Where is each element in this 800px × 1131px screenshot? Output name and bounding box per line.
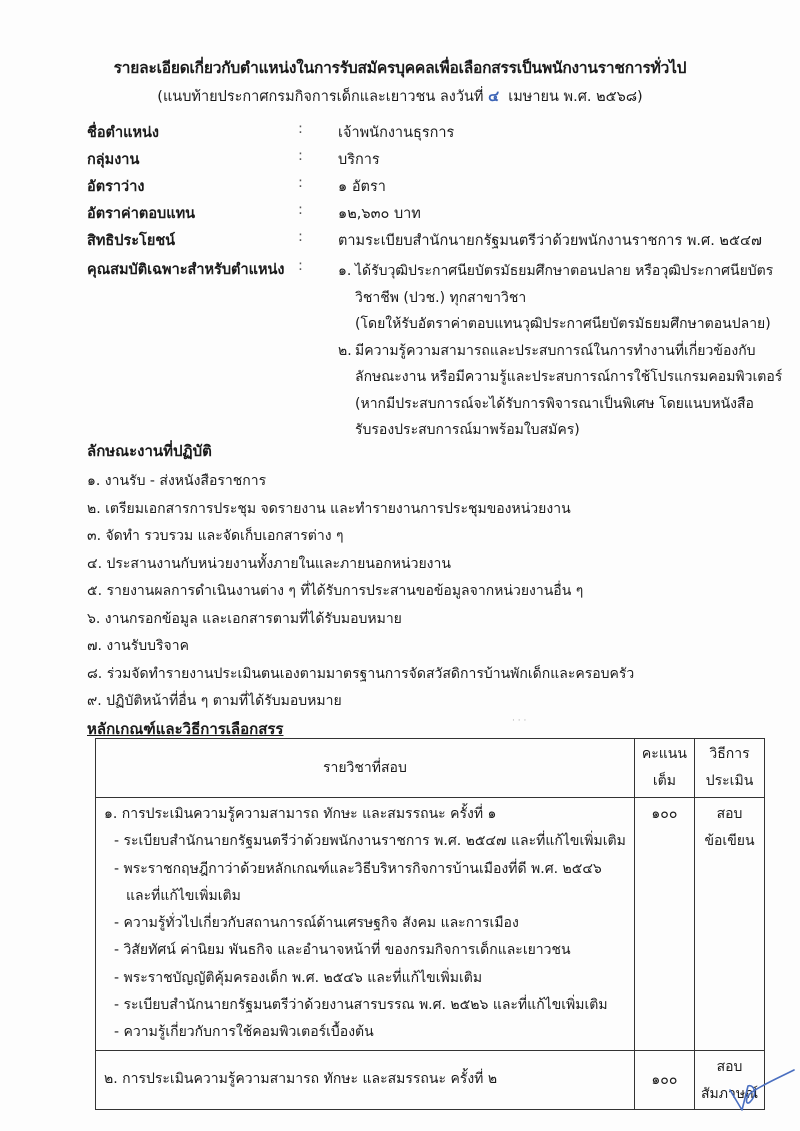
- subject-title: ๑. การประเมินความรู้ความสามารถ ทักษะ และสมรรถนะ ครั้งที่ ๑: [104, 806, 497, 822]
- info-label: สิทธิประโยชน์: [87, 233, 176, 249]
- subject-subitem: - ความรู้ทั่วไปเกี่ยวกับสถานการณ์ด้านเศรษฐกิจ สังคม และการเมือง: [114, 915, 519, 932]
- subject-subitem: และที่แก้ไขเพิ่มเติม: [126, 887, 241, 904]
- info-value: ตามระเบียบสำนักนายกรัฐมนตรีว่าด้วยพนักงานราชการ พ.ศ. ๒๕๔๗: [338, 233, 762, 249]
- method-line1: สอบ: [716, 1058, 743, 1075]
- subject-subitem: - พระราชบัญญัติคุ้มครองเด็ก พ.ศ. ๒๕๔๖ และที่แก้ไขเพิ่มเติม: [114, 969, 483, 986]
- info-colon: :: [298, 175, 303, 191]
- info-value: ๑๒,๖๓๐ บาท: [338, 206, 421, 222]
- duty-item: ๓. จัดทำ รวบรวม และจัดเก็บเอกสารต่าง ๆ: [87, 528, 344, 544]
- header-subject: รายวิชาที่สอบ: [96, 739, 635, 798]
- subject-cell: [96, 1050, 635, 1109]
- info-colon: :: [298, 258, 303, 274]
- header-method-line1: วิธีการ: [709, 746, 750, 762]
- method-line2: สัมภาษณ์: [700, 1085, 759, 1102]
- info-row-vacancies: [87, 175, 768, 198]
- exam-table: [95, 738, 765, 1110]
- info-value: ๑ อัตรา: [338, 179, 386, 195]
- header-score-line2: เต็ม: [652, 773, 676, 789]
- info-value: เจ้าพนักงานธุรการ: [338, 125, 455, 141]
- duties-list: [87, 468, 634, 716]
- duty-item: ๕. รายงานผลการดำเนินงานต่าง ๆ ที่ได้รับการประสานขอข้อมูลจากหน่วยงานอื่น ๆ: [87, 583, 584, 599]
- info-colon: :: [298, 229, 303, 245]
- info-value: บริการ: [338, 152, 380, 168]
- info-label: ชื่อตำแหน่ง: [87, 125, 160, 141]
- info-label: กลุ่มงาน: [87, 152, 140, 168]
- duty-item: ๑. งานรับ - ส่งหนังสือราชการ: [87, 473, 267, 489]
- qualification-line: ลักษณะงาน หรือมีความรู้และประสบการณ์การใช้โปรแกรมคอมพิวเตอร์: [355, 369, 783, 385]
- signature-mark: [728, 1068, 798, 1118]
- header-method: [695, 739, 765, 798]
- document-title: รายละเอียดเกี่ยวกับตำแหน่งในการรับสมัครบุคคลเพื่อเลือกสรรเป็นพนักงานราชการทั่วไป: [113, 59, 687, 77]
- info-row-job-group: [87, 148, 768, 171]
- document-subtitle: [0, 85, 800, 108]
- header-score: [634, 739, 694, 798]
- duty-item: ๘. ร่วมจัดทำรายงานประเมินตนเองตามมาตรฐานการจัดสวัสดิการบ้านพักเด็กและครอบครัว: [87, 665, 635, 682]
- info-colon: :: [298, 148, 303, 164]
- duty-item: ๖. งานกรอกข้อมูล และเอกสารตามที่ได้รับมอบหมาย: [87, 610, 402, 627]
- info-row-position-name: [87, 121, 768, 144]
- info-label: อัตราค่าตอบแทน: [87, 206, 196, 222]
- qualification-line: (โดยให้รับอัตราค่าตอบแทนวุฒิประกาศนียบัตรมัธยมศึกษาตอนปลาย): [355, 316, 771, 332]
- method-line2: ข้อเขียน: [704, 833, 755, 849]
- header-method-line2: ประเมิน: [705, 773, 754, 789]
- subject-title: ๒. การประเมินความรู้ความสามารถ ทักษะ และสมรรถนะ ครั้งที่ ๒: [104, 1071, 498, 1088]
- score-cell: ๑๐๐: [634, 798, 694, 1051]
- qualification-line: วิชาชีพ (ปวช.) ทุกสาขาวิชา: [355, 289, 527, 306]
- qualification-item: [338, 338, 783, 444]
- scan-speck: · · ·: [512, 716, 527, 726]
- info-colon: :: [298, 202, 303, 218]
- subject-subitem: - พระราชกฤษฎีกาว่าด้วยหลักเกณฑ์และวิธีบริหารกิจการบ้านเมืองที่ดี พ.ศ. ๒๕๔๖: [114, 860, 602, 877]
- subtitle-prefix: (แนบท้ายประกาศกรมกิจการเด็กและเยาวชน ลงวันที่: [157, 89, 484, 105]
- qualification-number: ๒.: [338, 342, 352, 359]
- table-row: [96, 1050, 765, 1109]
- qualification-line: รับรองประสบการณ์มาพร้อมใบสมัคร): [355, 422, 580, 438]
- info-row-benefits: [87, 229, 768, 252]
- method-cell: [695, 798, 765, 1051]
- subject-cell: [96, 798, 635, 1051]
- qualifications-list: [338, 258, 783, 444]
- info-label: อัตราว่าง: [87, 179, 145, 195]
- qualification-item: [338, 258, 774, 338]
- qualification-line: มีความรู้ความสามารถและประสบการณ์ในการทำงานที่เกี่ยวข้องกับ: [355, 342, 756, 359]
- qualification-number: ๑.: [338, 263, 352, 279]
- subtitle-suffix: เมษายน พ.ศ. ๒๕๖๘): [508, 89, 643, 105]
- table-row: [96, 798, 765, 1051]
- qualification-line: (หากมีประสบการณ์จะได้รับการพิจารณาเป็นพิเศษ โดยแนบหนังสือ: [355, 395, 754, 412]
- duty-item: ๙. ปฏิบัติหน้าที่อื่น ๆ ตามที่ได้รับมอบหมาย: [87, 693, 342, 709]
- score-cell: ๑๐๐: [634, 1050, 694, 1109]
- criteria-heading: หลักเกณฑ์และวิธีการเลือกสรร: [87, 720, 284, 738]
- subtitle-day: ๔: [488, 89, 500, 105]
- header-score-line1: คะแนน: [641, 746, 687, 762]
- table-header-row: [96, 739, 765, 798]
- duties-heading: ลักษณะงานที่ปฏิบัติ: [87, 442, 212, 460]
- qualification-line: ได้รับวุฒิประกาศนียบัตรมัธยมศึกษาตอนปลาย หรือวุฒิประกาศนียบัตร: [355, 263, 774, 279]
- duty-item: ๔. ประสานงานกับหน่วยงานทั้งภายในและภายนอกหน่วยงาน: [87, 555, 451, 572]
- info-label: คุณสมบัติเฉพาะสำหรับตำแหน่ง: [87, 262, 285, 278]
- info-row-compensation: [87, 202, 768, 225]
- subject-subitem: - ความรู้เกี่ยวกับการใช้คอมพิวเตอร์เบื้องต้น: [114, 1024, 374, 1041]
- subject-subitem: - ระเบียบสำนักนายกรัฐมนตรีว่าด้วยพนักงานราชการ พ.ศ. ๒๕๔๗ และที่แก้ไขเพิ่มเติม: [114, 833, 626, 850]
- duty-item: ๒. เตรียมเอกสารการประชุม จดรายงาน และทำรายงานการประชุมของหน่วยงาน: [87, 500, 571, 517]
- duty-item: ๗. งานรับบริจาค: [87, 638, 189, 654]
- info-colon: :: [298, 121, 303, 137]
- subject-subitem: - วิสัยทัศน์ ค่านิยม พันธกิจ และอำนาจหน้าที่ ของกรมกิจการเด็กและเยาวชน: [114, 942, 571, 959]
- subject-subitem: - ระเบียบสำนักนายกรัฐมนตรีว่าด้วยงานสารบรรณ พ.ศ. ๒๕๒๖ และที่แก้ไขเพิ่มเติม: [114, 997, 608, 1014]
- info-row-qualifications: [87, 258, 338, 281]
- method-line1: สอบ: [716, 806, 743, 822]
